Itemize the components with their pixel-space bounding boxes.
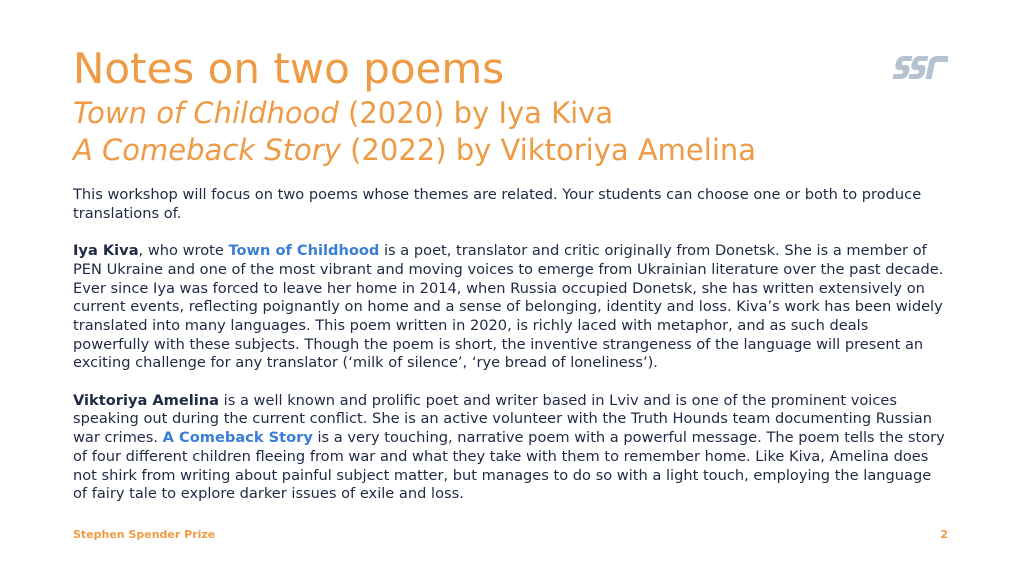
poem-1-byline: (2020) by Iya Kiva — [338, 96, 614, 130]
body-text — [73, 186, 948, 523]
poem-2-byline: (2022) by Viktoriya Amelina — [340, 133, 757, 167]
subtitle-poem-1 — [73, 95, 613, 131]
link-town-of-childhood[interactable]: Town of Childhood — [228, 242, 380, 260]
intro-paragraph: This workshop will focus on two poems whose themes are related. Your students can choose one or both to produce translations of. — [73, 186, 922, 222]
footer-brand: Stephen Spender Prize — [73, 528, 216, 541]
poem-2-title: A Comeback Story — [73, 133, 341, 167]
subtitle-poem-2 — [73, 132, 756, 168]
author-name-amelina: Viktoriya Amelina — [73, 391, 220, 409]
ssp-logo-icon — [892, 53, 948, 81]
paragraph-text: , who wrote — [138, 242, 229, 260]
poem-1-title: Town of Childhood — [73, 96, 339, 130]
viktoriya-amelina-paragraph — [73, 392, 948, 504]
page-number: 2 — [940, 528, 948, 541]
link-a-comeback-story[interactable]: A Comeback Story — [162, 429, 313, 447]
page-title: Notes on two poems — [73, 44, 505, 93]
author-name-kiva: Iya Kiva — [73, 242, 139, 260]
paragraph-text: is a very touching, narrative poem with a powerful message. The poem tells the story of four different children fleeing from war and what they take with them to remember home. Like Kiva, Amelina does not shirk from writing about painful subject matter, but manages to do so with a light touch, employing the language of fairy tale to explore darker issues of exile and loss. — [73, 429, 945, 503]
paragraph-text: is a well known and prolific poet and writer based in Lviv and is one of the prominent voices speaking out during the current conflict. She is an active volunteer with the Truth Hounds team documenting Russian war crimes. — [73, 391, 932, 447]
paragraph-text: is a poet, translator and critic originally from Donetsk. She is a member of PEN Ukraine and one of the most vibrant and moving voices to emerge from Ukrainian literature over the past decade. Ever since Iya was forced to leave her home in 2014, when Russia occupied Donetsk, she has written extensively on current events, reflecting poignantly on home and a sense of belonging, identity and loss. Kiva’s work has been widely translated into many languages. This poem written in 2020, is richly laced with metaphor, and as such deals powerfully with these subjects. Though the poem is short, the inventive strangeness of the language will present an exciting challenge for any translator (‘milk of silence’, ‘rye bread of loneliness’). — [73, 242, 944, 372]
iya-kiva-paragraph — [73, 242, 948, 373]
